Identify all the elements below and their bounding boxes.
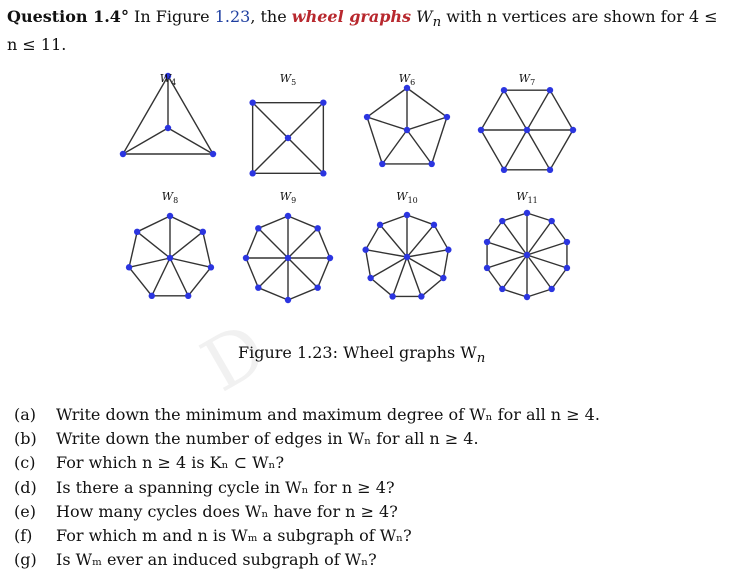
question-part-b bbox=[14, 427, 600, 451]
spoke-edge bbox=[366, 250, 407, 257]
part-label: (f) bbox=[14, 526, 33, 546]
wheel-label: $W_6$ bbox=[398, 72, 416, 87]
part-label: (b) bbox=[14, 429, 37, 449]
rim-vertex bbox=[243, 255, 249, 261]
rim-vertex bbox=[564, 265, 570, 271]
rim-vertex bbox=[440, 275, 446, 281]
watermark: D bbox=[187, 306, 280, 408]
rim-vertex bbox=[134, 229, 140, 235]
rim-vertex bbox=[320, 170, 326, 176]
rim-edge bbox=[432, 117, 447, 164]
spoke-edge bbox=[288, 138, 323, 173]
rim-vertex bbox=[428, 161, 434, 167]
spoke-edge bbox=[380, 225, 407, 257]
part-text: Write down the number of edges in Wₙ for all n ≥ 4. bbox=[56, 429, 479, 449]
spoke-edge bbox=[170, 258, 188, 296]
spoke-edge bbox=[129, 258, 170, 267]
spoke-edge bbox=[288, 258, 318, 288]
spoke-edge bbox=[407, 130, 432, 164]
part-label: (c) bbox=[14, 453, 36, 473]
wn-subscript: n bbox=[432, 15, 442, 31]
rim-edge bbox=[137, 216, 170, 232]
rim-edge bbox=[129, 232, 137, 268]
rim-vertex bbox=[200, 229, 206, 235]
rim-edge bbox=[552, 268, 567, 289]
rim-edge bbox=[407, 88, 447, 117]
spoke-edge bbox=[504, 130, 527, 170]
question-part-g bbox=[14, 548, 600, 572]
part-label: (g) bbox=[14, 550, 37, 570]
rim-edge bbox=[527, 289, 552, 297]
rim-edge bbox=[443, 250, 448, 278]
rim-vertex bbox=[167, 213, 173, 219]
rim-edge bbox=[318, 228, 330, 258]
rim-vertex bbox=[548, 286, 554, 292]
rim-edge bbox=[481, 90, 504, 130]
spoke-edge bbox=[407, 257, 443, 278]
spoke-edge bbox=[253, 103, 288, 138]
rim-edge bbox=[258, 216, 288, 228]
rim-edge bbox=[170, 216, 203, 232]
rim-edge bbox=[288, 216, 318, 228]
rim-vertex bbox=[362, 247, 368, 253]
rim-vertex bbox=[208, 264, 214, 270]
spoke-edge bbox=[527, 221, 552, 255]
figure-reference-link[interactable]: 1.23 bbox=[214, 7, 251, 26]
part-text: Write down the minimum and maximum degree of Wₙ for all n ≥ 4. bbox=[56, 405, 600, 424]
rim-vertex bbox=[484, 265, 490, 271]
question-part-d bbox=[14, 476, 600, 500]
wheel-label: $W_9$ bbox=[279, 190, 297, 205]
rim-vertex bbox=[484, 239, 490, 245]
rim-vertex bbox=[364, 114, 370, 120]
spoke-edge bbox=[170, 258, 211, 267]
rim-vertex bbox=[255, 225, 261, 231]
caption-text: Figure 1.23: Wheel graphs W bbox=[238, 343, 477, 362]
rim-edge bbox=[371, 278, 393, 296]
rim-vertex bbox=[524, 210, 530, 216]
rim-edge bbox=[550, 130, 573, 170]
rim-edge bbox=[246, 258, 258, 288]
part-label: (a) bbox=[14, 405, 37, 424]
rim-edge bbox=[502, 289, 527, 297]
spoke-edge bbox=[393, 257, 407, 296]
hub-vertex bbox=[285, 135, 291, 141]
spoke-edge bbox=[288, 228, 318, 258]
rim-vertex bbox=[501, 87, 507, 93]
question-text-c: with n vertices are shown for 4 ≤ bbox=[441, 7, 718, 26]
rim-edge bbox=[129, 267, 152, 295]
rim-vertex bbox=[404, 212, 410, 218]
rim-edge bbox=[318, 258, 330, 288]
spoke-edge bbox=[371, 257, 407, 278]
spoke-edge bbox=[487, 255, 527, 268]
question-text-a: In Figure bbox=[128, 7, 215, 26]
rim-edge bbox=[481, 130, 504, 170]
rim-vertex bbox=[418, 293, 424, 299]
rim-vertex bbox=[126, 264, 132, 270]
rim-vertex bbox=[377, 222, 383, 228]
spoke-edge bbox=[407, 257, 421, 296]
rim-vertex bbox=[389, 293, 395, 299]
spoke-edge bbox=[258, 228, 288, 258]
rim-vertex bbox=[210, 151, 216, 157]
rim-edge bbox=[288, 288, 318, 300]
part-text: How many cycles does Wₙ have for n ≥ 4? bbox=[56, 501, 398, 521]
rim-edge bbox=[123, 76, 168, 154]
rim-vertex bbox=[320, 99, 326, 105]
rim-vertex bbox=[314, 225, 320, 231]
rim-edge bbox=[203, 232, 211, 268]
rim-edge bbox=[487, 221, 502, 242]
spoke-edge bbox=[170, 232, 203, 258]
rim-vertex bbox=[524, 294, 530, 300]
wheel-label: $W_{10}$ bbox=[396, 190, 418, 205]
rim-edge bbox=[258, 288, 288, 300]
rim-edge bbox=[487, 268, 502, 289]
spoke-edge bbox=[527, 90, 550, 130]
spoke-edge bbox=[487, 242, 527, 255]
spoke-edge bbox=[502, 221, 527, 255]
rim-edge bbox=[366, 250, 371, 278]
rim-edge bbox=[188, 267, 211, 295]
wheel-label: $W_8$ bbox=[161, 190, 179, 205]
rim-edge bbox=[421, 278, 443, 296]
spoke-edge bbox=[407, 117, 447, 130]
rim-vertex bbox=[501, 167, 507, 173]
rim-vertex bbox=[444, 114, 450, 120]
hub-vertex bbox=[167, 255, 173, 261]
rim-vertex bbox=[445, 247, 451, 253]
hub-vertex bbox=[404, 254, 410, 260]
hub-vertex bbox=[285, 255, 291, 261]
rim-edge bbox=[407, 215, 434, 225]
rim-vertex bbox=[285, 297, 291, 303]
rim-vertex bbox=[314, 284, 320, 290]
rim-vertex bbox=[547, 87, 553, 93]
rim-vertex bbox=[185, 293, 191, 299]
wheel-graphs-term: wheel graphs bbox=[291, 7, 412, 26]
hub-vertex bbox=[165, 125, 171, 131]
rim-vertex bbox=[367, 275, 373, 281]
rim-vertex bbox=[285, 213, 291, 219]
wheel-label: $W_4$ bbox=[159, 72, 177, 87]
rim-edge bbox=[366, 225, 380, 250]
spoke-edge bbox=[527, 130, 550, 170]
rim-vertex bbox=[431, 222, 437, 228]
question-label: Question 1.4° bbox=[7, 7, 129, 26]
spoke-edge bbox=[407, 225, 434, 257]
spoke-edge bbox=[527, 255, 552, 289]
rim-vertex bbox=[249, 99, 255, 105]
spoke-edge bbox=[367, 117, 407, 130]
wheel-label: $W_{11}$ bbox=[516, 190, 538, 205]
rim-edge bbox=[550, 90, 573, 130]
spoke-edge bbox=[527, 242, 567, 255]
rim-edge bbox=[367, 117, 382, 164]
rim-edge bbox=[380, 215, 407, 225]
hub-vertex bbox=[404, 127, 410, 133]
figure-caption bbox=[238, 343, 485, 366]
rim-vertex bbox=[499, 218, 505, 224]
part-label: (d) bbox=[14, 477, 37, 497]
rim-vertex bbox=[120, 151, 126, 157]
question-part-f bbox=[14, 524, 600, 548]
spoke-edge bbox=[137, 232, 170, 258]
rim-vertex bbox=[255, 284, 261, 290]
wheel-label: $W_7$ bbox=[518, 72, 536, 87]
rim-vertex bbox=[564, 239, 570, 245]
hub-vertex bbox=[524, 127, 530, 133]
question-text-d: n ≤ 11. bbox=[7, 35, 67, 55]
rim-vertex bbox=[327, 255, 333, 261]
rim-edge bbox=[552, 221, 567, 242]
rim-vertex bbox=[499, 286, 505, 292]
rim-vertex bbox=[570, 127, 576, 133]
rim-edge bbox=[168, 76, 213, 154]
spoke-edge bbox=[288, 103, 323, 138]
question-parts bbox=[14, 403, 600, 572]
question-part-c bbox=[14, 451, 600, 475]
spoke-edge bbox=[258, 258, 288, 288]
spoke-edge bbox=[152, 258, 170, 296]
spoke-edge bbox=[253, 138, 288, 173]
rim-edge bbox=[367, 88, 407, 117]
rim-edge bbox=[502, 213, 527, 221]
rim-vertex bbox=[249, 170, 255, 176]
spoke-edge bbox=[502, 255, 527, 289]
question-part-e bbox=[14, 500, 600, 524]
rim-vertex bbox=[149, 293, 155, 299]
rim-vertex bbox=[379, 161, 385, 167]
rim-edge bbox=[434, 225, 448, 250]
hub-vertex bbox=[524, 252, 530, 258]
spoke-edge bbox=[527, 255, 567, 268]
wheel-label: $W_5$ bbox=[279, 72, 297, 87]
part-label: (e) bbox=[14, 501, 36, 521]
rim-vertex bbox=[548, 218, 554, 224]
rim-edge bbox=[246, 228, 258, 258]
caption-subscript: n bbox=[476, 351, 486, 367]
question-text-b: , the bbox=[250, 7, 292, 26]
rim-vertex bbox=[547, 167, 553, 173]
spoke-edge bbox=[504, 90, 527, 130]
spoke-edge bbox=[407, 250, 448, 257]
rim-edge bbox=[527, 213, 552, 221]
question-part-a bbox=[14, 403, 600, 427]
spoke-edge bbox=[382, 130, 407, 164]
part-text: For which n ≥ 4 is Kₙ ⊂ Wₙ? bbox=[56, 453, 285, 473]
rim-vertex bbox=[478, 127, 484, 133]
part-text: Is Wₘ ever an induced subgraph of Wₙ? bbox=[56, 550, 377, 570]
wn-symbol: W bbox=[411, 7, 433, 26]
part-text: Is there a spanning cycle in Wₙ for n ≥ 4? bbox=[56, 477, 395, 497]
part-text: For which m and n is Wₘ a subgraph of Wₙ? bbox=[56, 526, 412, 546]
